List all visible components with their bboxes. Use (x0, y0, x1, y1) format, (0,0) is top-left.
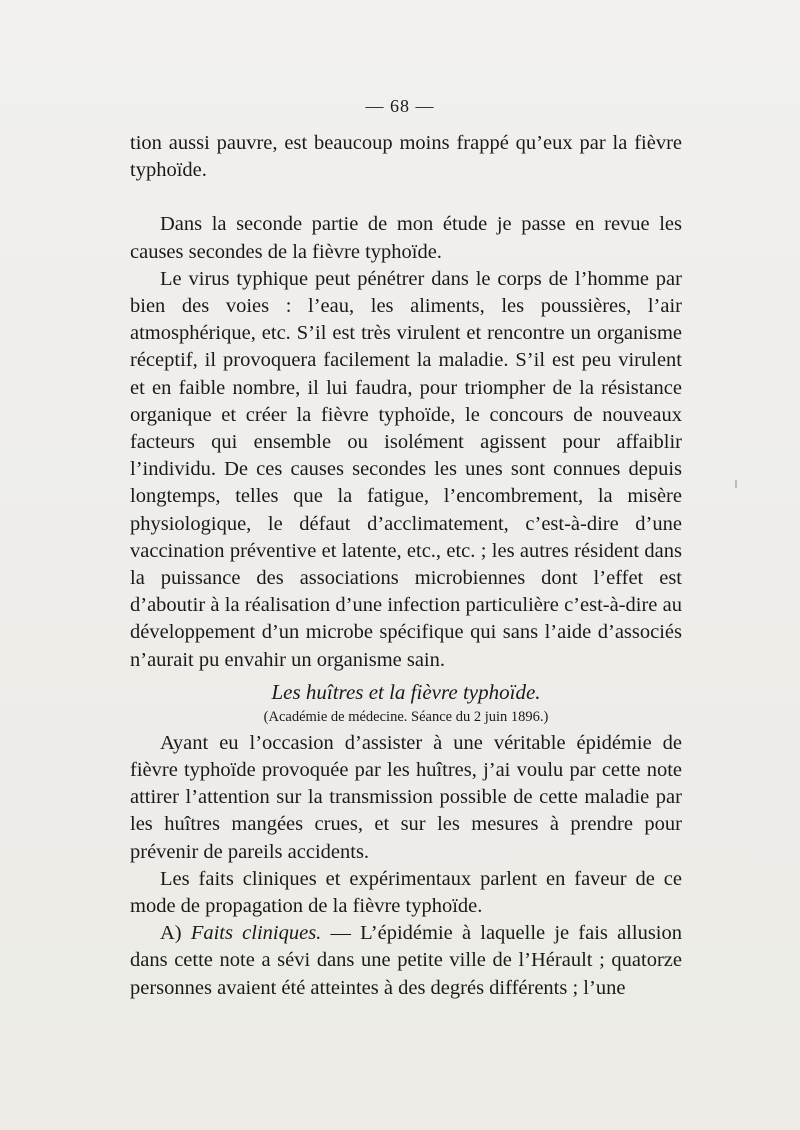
section-subtitle: (Académie de médecine. Séance du 2 juin 1896.) (263, 708, 549, 725)
paragraph-continuation: tion aussi pauvre, est beaucoup moins frappé qu’eux par la fièvre typhoïde. (130, 132, 682, 182)
section-title: Les huîtres et la fièvre typhoïde. (271, 679, 541, 704)
paragraph-lead-italic: Faits cliniques. (190, 922, 322, 945)
paragraph-virus: Le virus typhique peut pénétrer dans le corps de l’homme par bien des voies : l’eau, les aliments, les poussières, l’air atmosphérique, etc. S’il est très virulent et rencontre un organisme réceptif, il provoquera facilement la maladie. S’il est peu virulent et en faible nombre, il lui faudra, pour triompher de la résistance organique et créer la fièvre typhoïde, le concours de nouveaux facteurs qui ensemble ou isolément agissent pour affaiblir l’individu. De ces causes secondes les unes sont connues depuis longtemps, telles que la fatigue, l’encombrement, la misère physiologique, le défaut d’acclimatement, c’est-à-dire d’une vaccination préventive et latente, etc., etc. ; les autres résident dans la puissance des associations microbiennes dont l’effet est d’aboutir à la réalisation d’une infection particulière c’est-à-dire au développement d’un microbe spécifique qui sans l’aide d’associés n’aurait pu envahir un organisme sain. (130, 267, 682, 671)
margin-mark (735, 480, 737, 488)
page-number: — 68 — (365, 96, 435, 116)
paragraph-faits: Les faits cliniques et expérimentaux parlent en faveur de ce mode de propagation de la fièvre typhoïde. (130, 867, 682, 918)
paragraph-faits-cliniques (130, 920, 682, 1002)
paragraph-lead-prefix: A) (160, 922, 191, 945)
body-text (130, 130, 682, 1002)
paragraph-second-part: Dans la seconde partie de mon étude je passe en revue les causes secondes de la fièvre typhoïde. (130, 213, 682, 263)
paragraph-huitres: Ayant eu l’occasion d’assister à une véritable épidémie de fièvre typhoïde provoquée par les huîtres, j’ai voulu par cette note attirer l’attention sur la transmission possible de cette maladie par les huîtres mangées crues, et sur les mesures à prendre pour prévenir de pareils accidents. (130, 731, 682, 863)
paragraph-rest: — L’épidémie à laquelle je fais allusion dans cette note a sévi dans une petite ville de l’Hérault ; quatorze personnes avaient été atteintes à des degrés différents ; l’une (130, 922, 682, 999)
